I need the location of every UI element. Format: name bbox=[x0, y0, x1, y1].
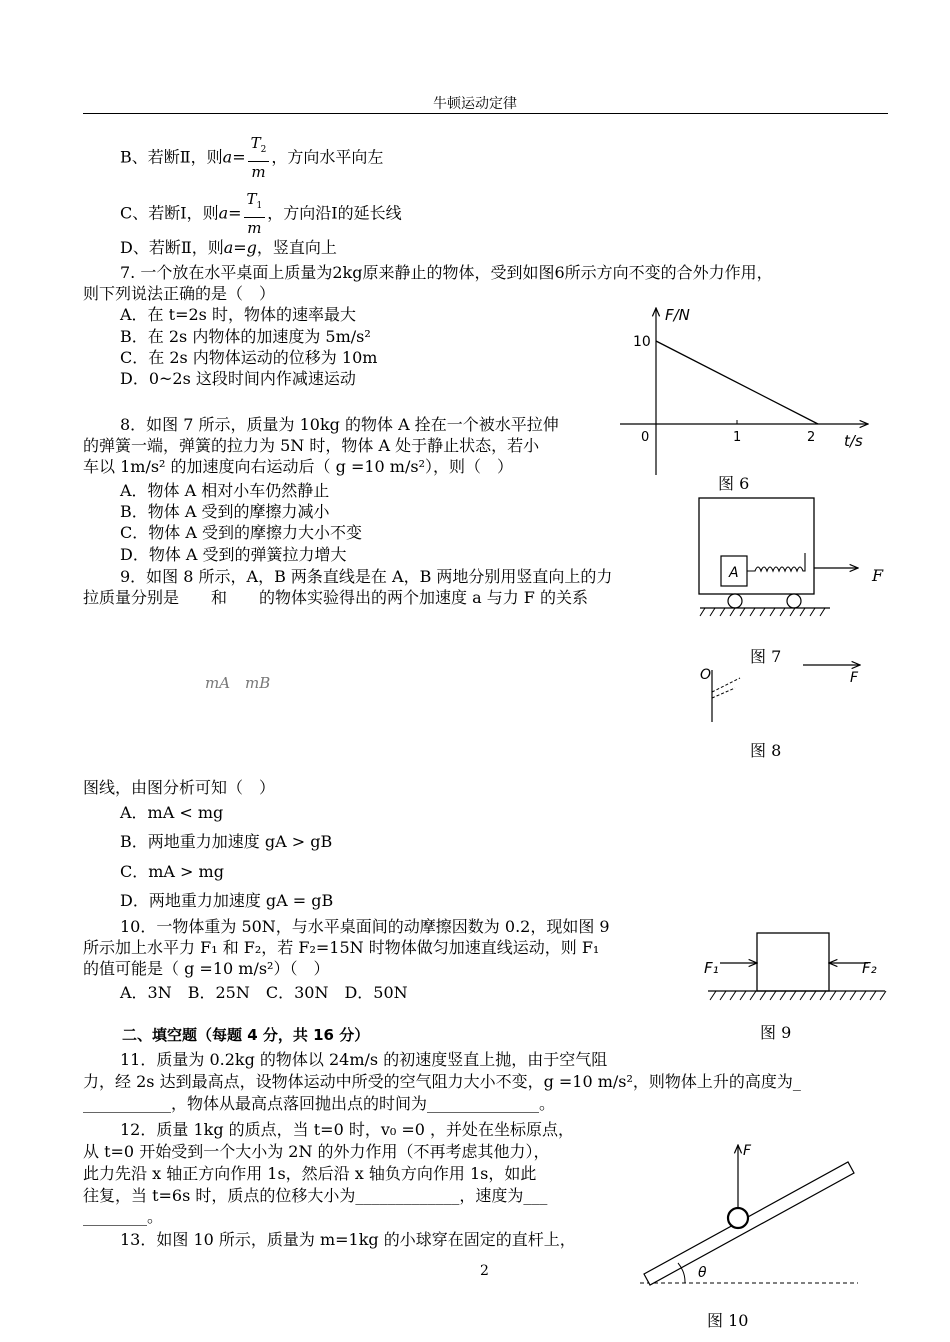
q6-option-b-eq: = bbox=[232, 147, 246, 167]
q8-stem-line3: 车以 1m/s² 的加速度向右运动后（ g =10 m/s²），则（ ） bbox=[83, 457, 513, 476]
figure-6-graph bbox=[615, 300, 875, 480]
q13-line1: 13．如图 10 所示，质量为 m=1kg 的小球穿在固定的直杆上， bbox=[120, 1230, 576, 1249]
fig9-label-f1: F₁ bbox=[704, 959, 719, 977]
q6-option-b-var: a bbox=[222, 147, 233, 167]
q6-option-b-fraction bbox=[248, 133, 270, 183]
q8-option-c: C．物体 A 受到的摩擦力大小不变 bbox=[120, 523, 362, 542]
fig6-x-tick-1: 1 bbox=[733, 430, 742, 445]
q7-stem-line1: 7. 一个放在水平桌面上质量为2kg原来静止的物体，受到如图6所示方向不变的合外力作用， bbox=[120, 263, 773, 282]
q8-stem-line2: 的弹簧一端，弹簧的拉力为 5N 时，物体 A 处于静止状态，若小 bbox=[83, 436, 540, 455]
q12-line5: ________。 bbox=[83, 1207, 164, 1226]
q9-option-d: D．两地重力加速度 gA = gB bbox=[120, 891, 334, 910]
q6-option-d-g: g bbox=[246, 238, 257, 257]
fig6-force-line bbox=[656, 341, 818, 424]
q9-stem-line3: 图线，由图分析可知（ ） bbox=[83, 778, 276, 797]
q6-option-c-tail: ，方向沿Ⅰ的延长线 bbox=[267, 203, 402, 223]
fig6-origin: 0 bbox=[641, 430, 650, 445]
fig10-angle-label: θ bbox=[698, 1265, 707, 1281]
figure-10-caption: 图 10 bbox=[707, 1311, 749, 1330]
q9-masses: mA mB bbox=[205, 674, 271, 692]
q10-stem-line2: 所示加上水平力 F₁ 和 F₂，若 F₂=15N 时物体做匀加速直线运动，则 F₁ bbox=[83, 938, 600, 957]
q6-option-d-var: a bbox=[223, 238, 234, 257]
fig7-force-label: F bbox=[872, 566, 884, 585]
figure-9-caption: 图 9 bbox=[760, 1023, 792, 1042]
fig7-ground-hatch bbox=[700, 608, 825, 616]
q6-option-d-tail: ，竖直向上 bbox=[256, 238, 337, 257]
q11-line2: 力，经 2s 达到最高点，设物体运动中所受的空气阻力大小不变，g =10 m/s²，则物体上升的高度为_ bbox=[83, 1072, 801, 1091]
fig6-x-label: t/s bbox=[844, 432, 863, 450]
q6-option-c-eq: = bbox=[228, 203, 242, 223]
q10-stem-line3: 的值可能是（ g =10 m/s²）（ ） bbox=[83, 959, 330, 978]
q11-line3: ___________，物体从最高点落回抛出点的时间为______________。 bbox=[83, 1094, 556, 1113]
q6-option-c-fraction bbox=[244, 189, 266, 239]
q8-option-d: D．物体 A 受到的弹簧拉力增大 bbox=[120, 545, 347, 564]
q9-option-c: C．mA > mg bbox=[120, 862, 224, 881]
fig7-wheel-left bbox=[728, 594, 742, 608]
q9-stem-line1: 9．如图 8 所示，A，B 两条直线是在 A，B 两地分别用竖直向上的力 bbox=[120, 567, 613, 586]
q7-option-c: C．在 2s 内物体运动的位移为 10m bbox=[120, 348, 378, 367]
fig8-axis-label: F bbox=[850, 670, 859, 686]
q10-options: A．3N B．25N C．30N D．50N bbox=[120, 983, 408, 1002]
fig6-y-label: F/N bbox=[665, 306, 690, 324]
fig8-line-b bbox=[712, 688, 735, 698]
q6-option-b-num: T bbox=[250, 134, 261, 152]
q6-option-b-label: B、若断Ⅱ，则 bbox=[120, 147, 223, 167]
figure-9-block bbox=[700, 925, 890, 1007]
q6-option-b-tail: ，方向水平向左 bbox=[271, 147, 384, 167]
fig7-block-label: A bbox=[729, 565, 739, 581]
q6-option-d-label: D、若断Ⅱ，则 bbox=[120, 238, 224, 257]
q6-option-c-num-sub: 1 bbox=[256, 201, 263, 211]
figure-10-rod bbox=[630, 1135, 870, 1290]
q12-line1: 12．质量 1kg 的质点，当 t=0 时，v₀ =0 ，并处在坐标原点， bbox=[120, 1120, 575, 1139]
q6-option-c-num: T bbox=[246, 190, 257, 208]
q7-option-b: B．在 2s 内物体的加速度为 5m/s² bbox=[120, 327, 371, 346]
fig9-block bbox=[757, 933, 829, 991]
fig10-ball bbox=[728, 1208, 748, 1228]
figure-7-caption: 图 7 bbox=[750, 647, 782, 666]
header-rule bbox=[83, 113, 888, 114]
q9-option-a: A．mA < mg bbox=[120, 803, 224, 822]
fig8-origin: O bbox=[700, 667, 712, 683]
q10-stem-line1: 10．一物体重为 50N，与水平桌面间的动摩擦因数为 0.2，现如图 9 bbox=[120, 917, 610, 936]
q6-option-c-label: C、若断Ⅰ，则 bbox=[120, 203, 219, 223]
q9-option-b: B．两地重力加速度 gA > gB bbox=[120, 832, 333, 851]
figure-8-graph bbox=[695, 660, 875, 725]
q8-option-b: B．物体 A 受到的摩擦力减小 bbox=[120, 502, 330, 521]
figure-8-caption: 图 8 bbox=[750, 741, 782, 760]
figure-6-caption: 图 6 bbox=[718, 474, 750, 493]
figure-7-cart bbox=[695, 493, 895, 623]
q8-stem-line1: 8．如图 7 所示，质量为 10kg 的物体 A 拴在一个被水平拉伸 bbox=[120, 415, 559, 434]
q7-option-a: A．在 t=2s 时，物体的速率最大 bbox=[120, 305, 356, 324]
q11-line1: 11．质量为 0.2kg 的物体以 24m/s 的初速度竖直上抛，由于空气阻 bbox=[120, 1050, 608, 1069]
q7-stem-line2: 则下列说法正确的是（ ） bbox=[83, 284, 276, 303]
q6-option-c-var: a bbox=[218, 203, 229, 223]
fig8-line-a bbox=[712, 678, 740, 692]
q12-line2: 从 t=0 开始受到一个大小为 2N 的外力作用（不再考虑其他力）， bbox=[83, 1142, 550, 1161]
q9-stem-line2: 拉质量分别是 和 的物体实验得出的两个加速度 a 与力 F 的关系 bbox=[83, 588, 588, 607]
section-2-title: 二、填空题（每题 4 分，共 16 分） bbox=[122, 1026, 370, 1044]
fig7-cart-body bbox=[699, 498, 814, 594]
q6-option-c-den: m bbox=[247, 219, 262, 237]
fig10-rod bbox=[644, 1162, 854, 1285]
q12-line3: 此力先沿 x 轴正方向作用 1s，然后沿 x 轴负方向作用 1s，如此 bbox=[83, 1164, 537, 1183]
q6-option-d-eq: = bbox=[233, 238, 247, 257]
q12-line4: 往复，当 t=6s 时，质点的位移大小为_____________，速度为___ bbox=[83, 1186, 548, 1205]
fig9-ground-hatch bbox=[710, 991, 886, 1000]
q6-option-c bbox=[120, 189, 402, 239]
q6-option-b bbox=[120, 133, 383, 183]
page-number: 2 bbox=[480, 1263, 489, 1279]
fig7-wheel-right bbox=[787, 594, 801, 608]
fig6-y-tick: 10 bbox=[633, 334, 651, 350]
q6-option-b-den: m bbox=[251, 163, 266, 181]
q6-option-d bbox=[120, 237, 337, 258]
fig9-label-f2: F₂ bbox=[862, 959, 877, 977]
q6-option-b-num-sub: 2 bbox=[260, 145, 267, 155]
q8-option-a: A．物体 A 相对小车仍然静止 bbox=[120, 481, 330, 500]
running-header: 牛顿运动定律 bbox=[433, 96, 517, 112]
fig10-force-label: F bbox=[743, 1143, 752, 1159]
fig6-x-tick-2: 2 bbox=[807, 430, 816, 445]
q7-option-d: D．0~2s 这段时间内作减速运动 bbox=[120, 369, 356, 388]
